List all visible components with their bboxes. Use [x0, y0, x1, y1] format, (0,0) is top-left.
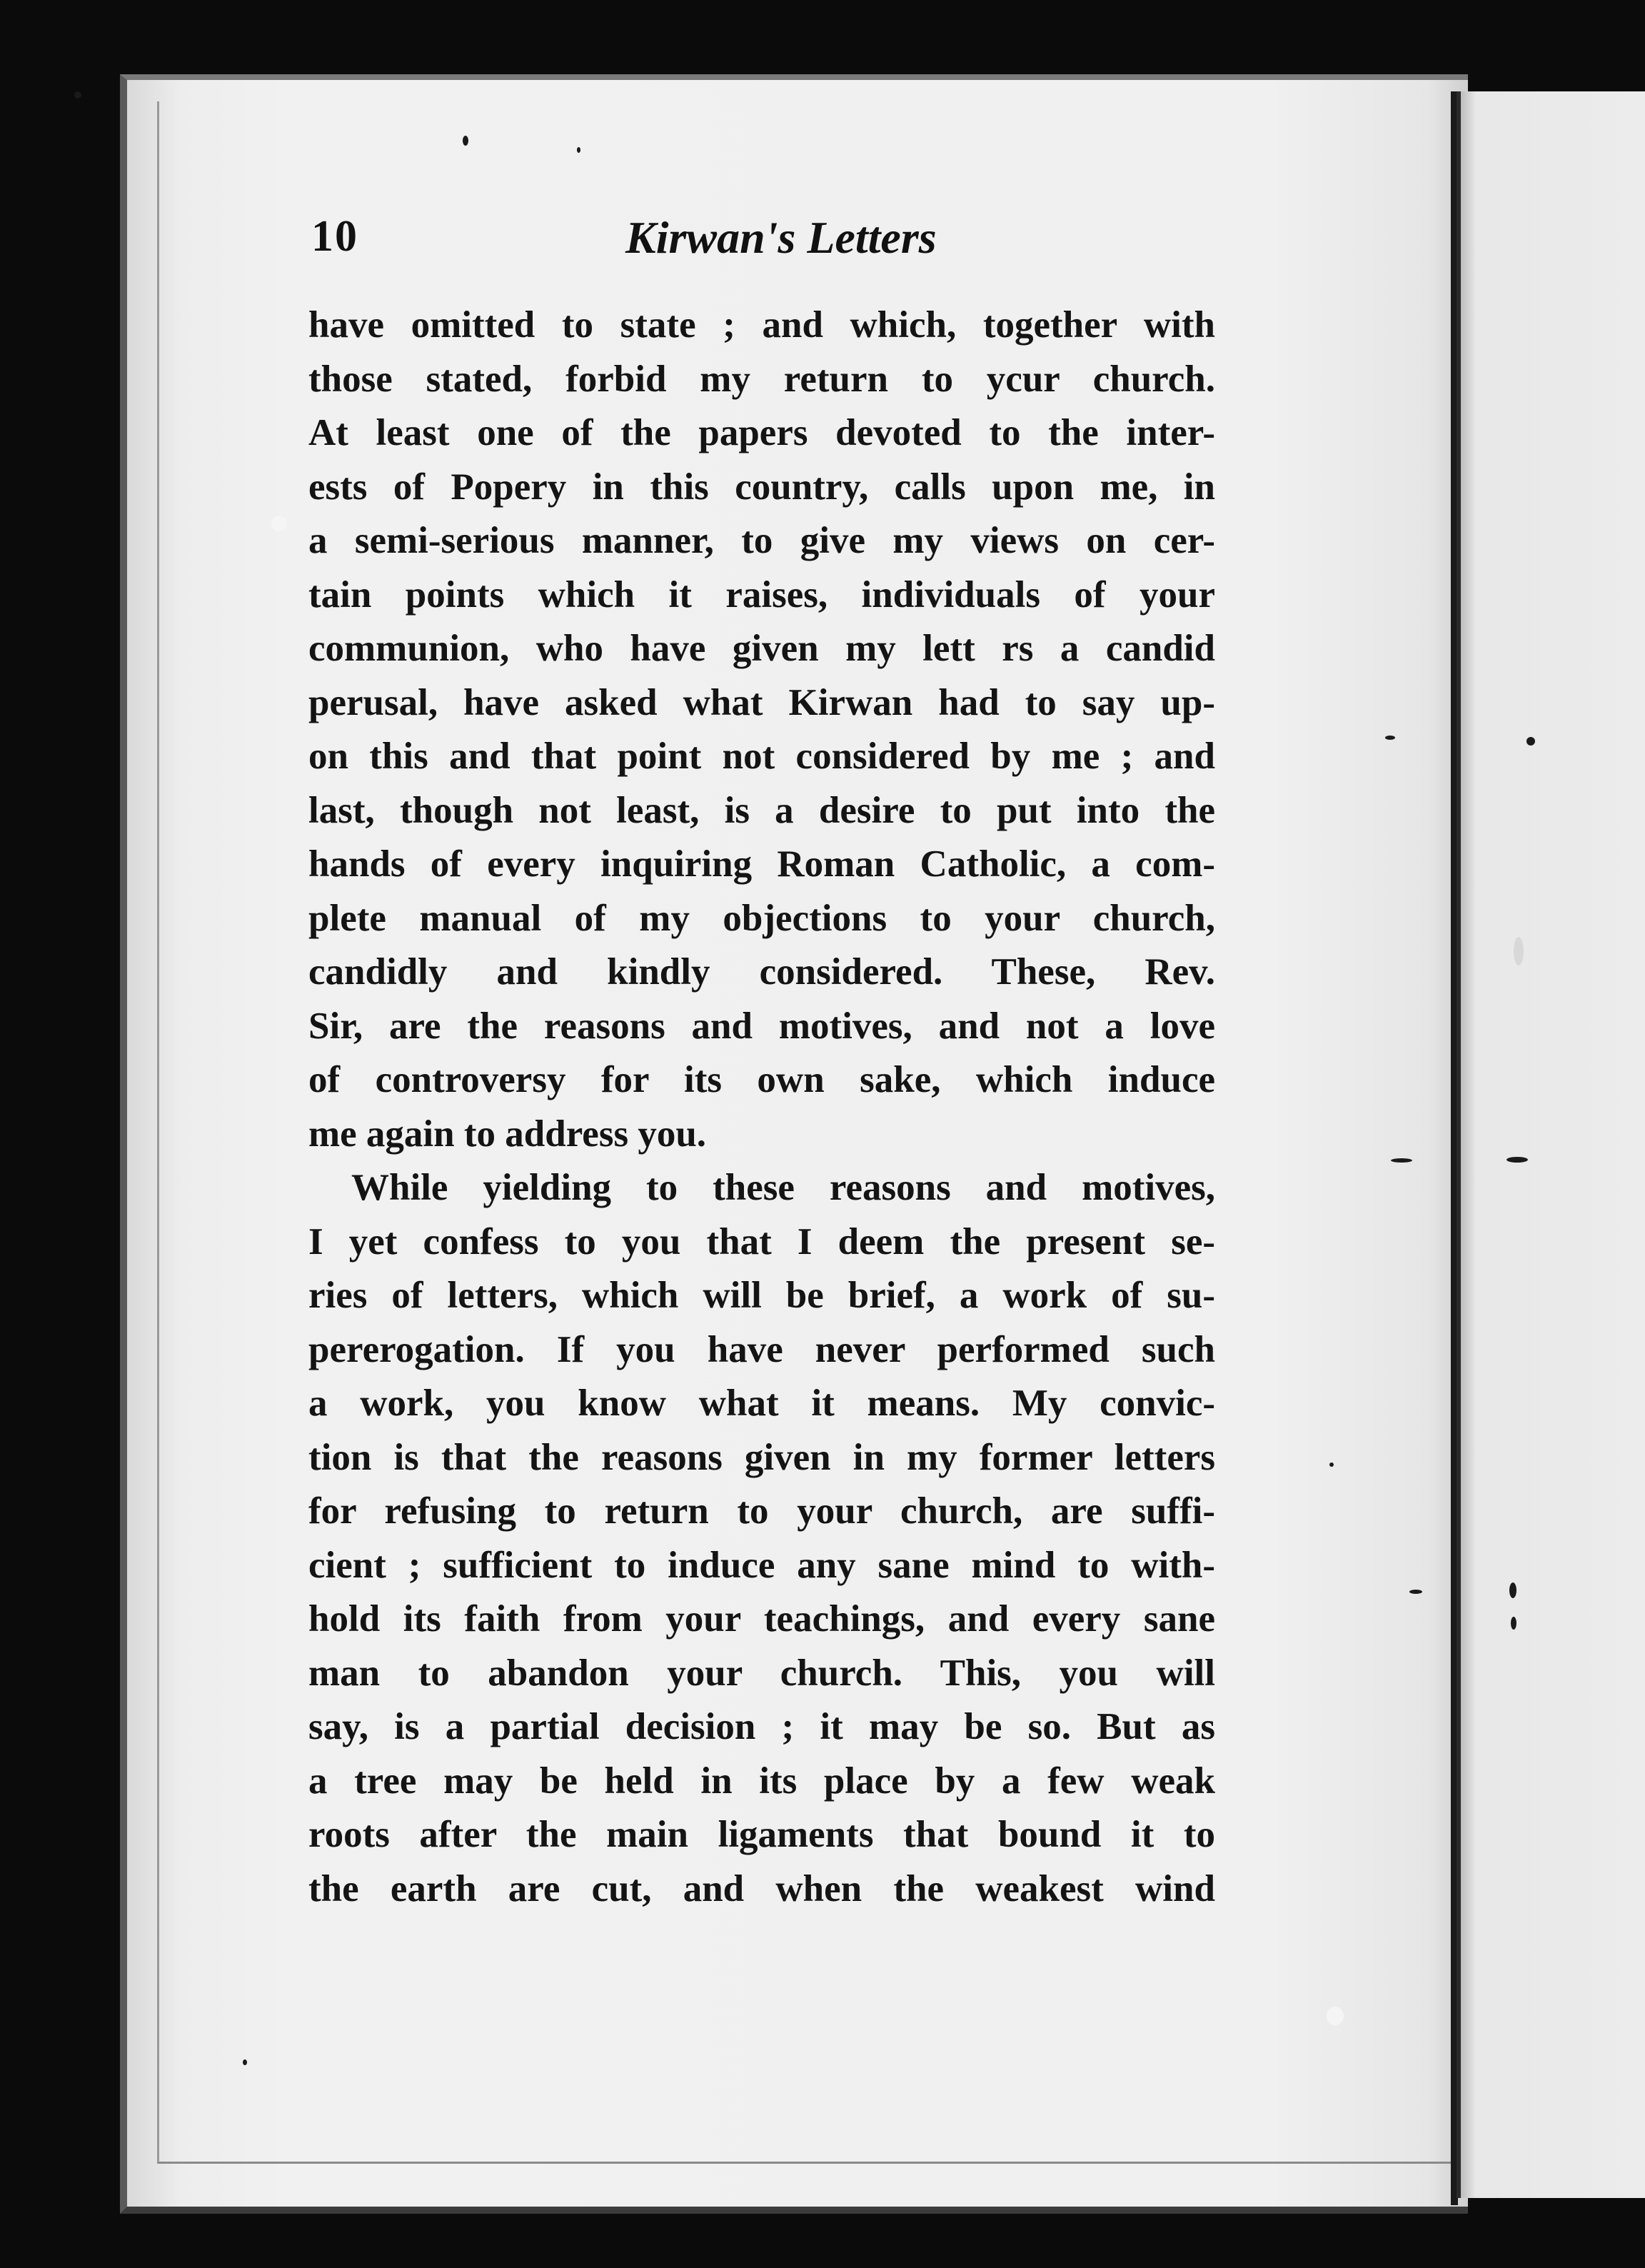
text-line: candidly and kindly considered. These, Rev. [308, 951, 1215, 993]
text-line: While yielding to these reasons and motives, [351, 1167, 1215, 1208]
text-line: roots after the main ligaments that bound it to [308, 1814, 1215, 1855]
body-text [308, 298, 1215, 1916]
running-head: Kirwan's Letters [625, 212, 937, 263]
scan-speck [1509, 1582, 1516, 1598]
right-page-edge [1457, 91, 1645, 2198]
scan-speck [577, 147, 580, 153]
text-line: those stated, forbid my return to ycur church. [308, 358, 1215, 400]
text-line: ries of letters, which will be brief, a work of su- [308, 1275, 1215, 1316]
text-line: communion, who have given my lett rs a candid [308, 628, 1215, 669]
scan-speck [463, 136, 468, 146]
text-line: At least one of the papers devoted to the inter- [308, 412, 1215, 453]
text-line: man to abandon your church. This, you will [308, 1652, 1215, 1694]
text-line: hands of every inquiring Roman Catholic, a com- [308, 843, 1215, 885]
text-line: tain points which it raises, individuals of your [308, 573, 1215, 616]
scan-speck [271, 516, 287, 531]
text-line: cient ; sufficient to induce any sane mind to with- [308, 1544, 1215, 1586]
text-line: of controversy for its own sake, which induce [308, 1059, 1215, 1100]
page-header [311, 211, 1211, 276]
scan-speck [243, 2059, 247, 2065]
scan-speck [1391, 1158, 1412, 1163]
text-line: on this and that point not considered by me ; and [308, 736, 1215, 777]
text-line: hold its faith from your teachings, and every sane [308, 1598, 1215, 1640]
text-line: have omitted to state ; and which, together with [308, 304, 1215, 346]
scan-speck [1327, 2007, 1344, 2025]
scan-speck [1511, 1617, 1516, 1630]
scan-speck [74, 91, 81, 99]
scan-speck [1506, 1157, 1528, 1163]
text-line: ests of Popery in this country, calls upon me, in [308, 466, 1215, 508]
text-line: tion is that the reasons given in my former letters [308, 1436, 1215, 1478]
text-line: I yet confess to you that I deem the present se- [308, 1220, 1215, 1263]
text-line: pererogation. If you have never performed such [308, 1328, 1215, 1370]
text-line: perusal, have asked what Kirwan had to say up- [308, 681, 1215, 723]
scan-speck [1385, 736, 1395, 740]
scan-speck [1514, 937, 1524, 965]
text-line: a work, you know what it means. My convic- [308, 1383, 1215, 1424]
scan-speck [1329, 1462, 1334, 1467]
scan-speck [1526, 737, 1535, 746]
text-line: for refusing to return to your church, are suffi- [308, 1490, 1215, 1532]
text-line: Sir, are the reasons and motives, and not a love [308, 1005, 1215, 1047]
text-line: say, is a partial decision ; it may be so. But as [308, 1706, 1215, 1747]
text-line: plete manual of my objections to your church, [308, 897, 1215, 939]
text-line: last, though not least, is a desire to put into the [308, 789, 1215, 831]
scan-speck [1409, 1590, 1422, 1594]
text-line: a semi-serious manner, to give my views on cer- [308, 520, 1215, 561]
text-line: me again to address you. [308, 1113, 707, 1155]
page-number: 10 [311, 212, 358, 261]
text-line: a tree may be held in its place by a few weak [308, 1760, 1215, 1802]
text-line: the earth are cut, and when the weakest wind [308, 1867, 1215, 1910]
